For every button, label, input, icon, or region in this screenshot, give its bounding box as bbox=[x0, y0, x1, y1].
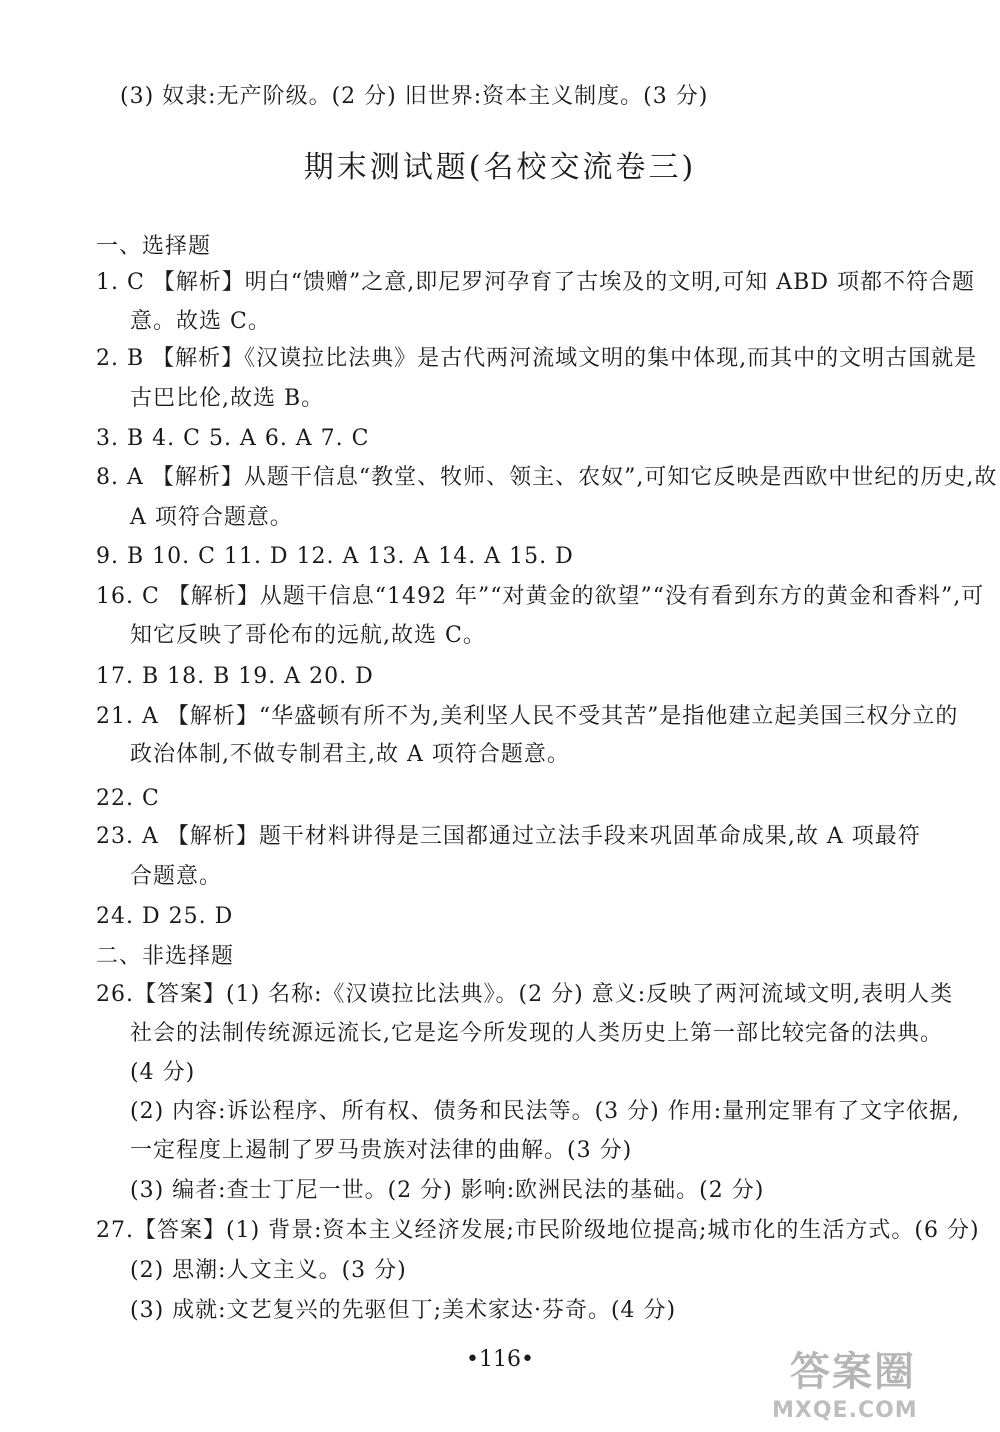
watermark-logo bbox=[760, 1348, 985, 1426]
answer-line: 22. C bbox=[96, 786, 160, 811]
answer-line: (4 分) bbox=[130, 1060, 196, 1085]
answer-line: 3. B 4. C 5. A 6. A 7. C bbox=[96, 426, 370, 451]
answer-line: 1. C 【解析】明白“馈赠”之意,即尼罗河孕育了古埃及的文明,可知 ABD 项都不符合题 bbox=[96, 270, 975, 295]
answer-line: 一定程度上遏制了罗马贵族对法律的曲解。(3 分) bbox=[130, 1138, 633, 1163]
answer-line: 16. C 【解析】从题干信息“1492 年”“对黄金的欲望”“没有看到东方的黄金和香料”,可 bbox=[96, 584, 985, 609]
answer-line: (2) 思潮:人文主义。(3 分) bbox=[130, 1258, 407, 1283]
answer-line: 政治体制,不做专制君主,故 A 项符合题意。 bbox=[130, 742, 570, 767]
answer-line: 合题意。 bbox=[130, 864, 223, 889]
answer-line: (3) 编者:查士丁尼一世。(2 分) 影响:欧洲民法的基础。(2 分) bbox=[130, 1178, 765, 1203]
answer-line: 社会的法制传统源远流长,它是迄今所发现的人类历史上第一部比较完备的法典。 bbox=[130, 1021, 943, 1046]
section-heading-non-choice: 二、非选择题 bbox=[96, 944, 235, 969]
answer-line: 17. B 18. B 19. A 20. D bbox=[96, 664, 374, 689]
answer-line: 意。故选 C。 bbox=[130, 309, 271, 334]
answer-line: 古巴比伦,故选 B。 bbox=[130, 386, 325, 411]
page-number: •116• bbox=[466, 1347, 534, 1372]
answer-line: (2) 内容:诉讼程序、所有权、债务和民法等。(3 分) 作用:量刑定罪有了文字依据, bbox=[130, 1099, 961, 1124]
answer-line: 27.【答案】(1) 背景:资本主义经济发展;市民阶级地位提高;城市化的生活方式。(6 分) bbox=[96, 1218, 980, 1243]
watermark-domain: MXQE.COM bbox=[772, 1398, 918, 1423]
answer-line: 21. A 【解析】“华盛顿有所不为,美利坚人民不受其苦”是指他建立起美国三权分立的 bbox=[96, 704, 959, 729]
watermark-text: 答案圈 bbox=[790, 1349, 916, 1395]
answer-line: A 项符合题意。 bbox=[130, 505, 293, 530]
page-title: 期末测试题(名校交流卷三) bbox=[303, 150, 697, 185]
section-heading-multiple-choice: 一、选择题 bbox=[96, 234, 212, 259]
answer-line: 2. B 【解析】《汉谟拉比法典》是古代两河流域文明的集中体现,而其中的文明古国就是 bbox=[96, 346, 978, 371]
answer-line-top: (3) 奴隶:无产阶级。(2 分) 旧世界:资本主义制度。(3 分) bbox=[120, 84, 709, 109]
answer-line: 知它反映了哥伦布的远航,故选 C。 bbox=[130, 623, 486, 648]
answer-line: (3) 成就:文艺复兴的先驱但丁;美术家达·芬奇。(4 分) bbox=[130, 1298, 677, 1323]
answer-line: 24. D 25. D bbox=[96, 904, 234, 929]
answer-line: 26.【答案】(1) 名称:《汉谟拉比法典》。(2 分) 意义:反映了两河流域文明,表明人类 bbox=[96, 982, 954, 1007]
answer-line: 8. A 【解析】从题干信息“教堂、牧师、领主、农奴”,可知它反映是西欧中世纪的历史,故 bbox=[96, 465, 998, 490]
answer-line: 9. B 10. C 11. D 12. A 13. A 14. A 15. D bbox=[96, 544, 574, 569]
answer-line: 23. A 【解析】题干材料讲得是三国都通过立法手段来巩固革命成果,故 A 项最符 bbox=[96, 824, 921, 849]
